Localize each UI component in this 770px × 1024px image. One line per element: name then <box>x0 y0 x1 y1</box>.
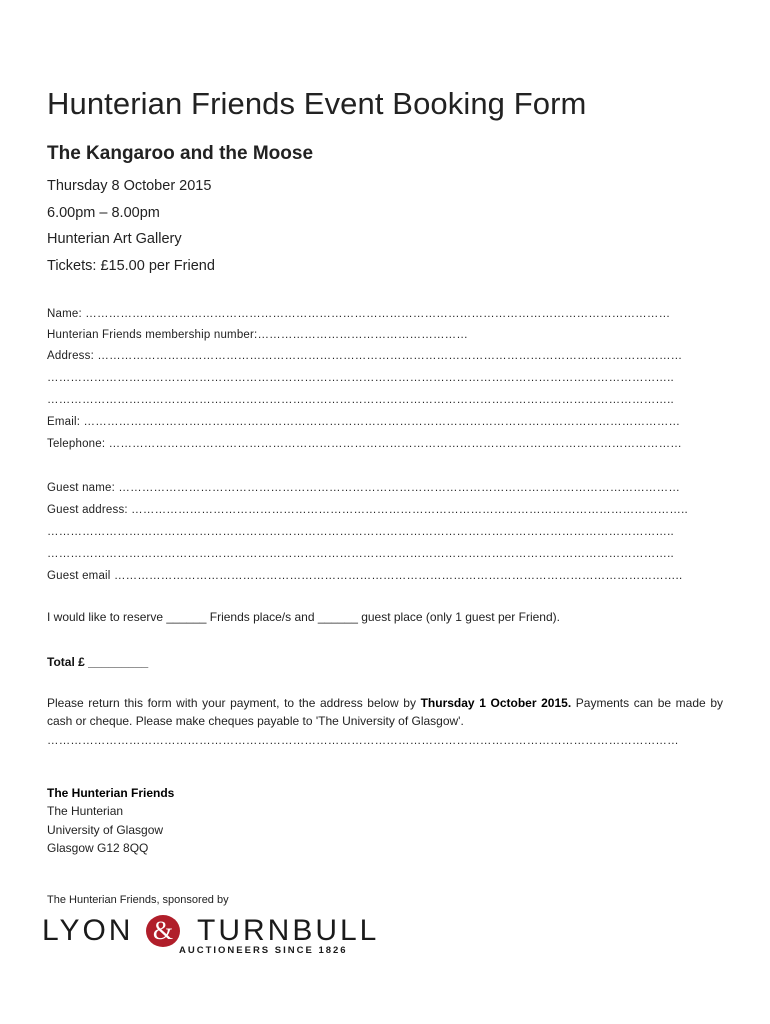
logo-ampersand: & <box>152 916 174 945</box>
sponsor-text: The Hunterian Friends, sponsored by <box>47 894 229 906</box>
reserve-places-line[interactable]: I would like to reserve ______ Friends place/s and ______ guest place (only 1 guest per Friend). <box>47 610 560 624</box>
return-dotted-line[interactable]: ……………………………………………………………………………………………………………………………………………… <box>47 735 679 747</box>
event-date: Thursday 8 October 2015 <box>47 178 212 194</box>
address-organisation: The Hunterian Friends <box>47 786 175 800</box>
event-name: The Kangaroo and the Moose <box>47 143 314 164</box>
guest-address-field[interactable]: Guest address: …………………………………………………………………………………………………………………………….. <box>47 504 688 516</box>
logo-tagline: AUCTIONEERS SINCE 1826 <box>179 945 348 956</box>
email-field[interactable]: Email: ……………………………………………………………………………………………………………………………………… <box>47 416 681 428</box>
address-field-line-2[interactable]: …………………………………………………………………………………………………………………………………………….. <box>47 372 674 384</box>
ampersand-icon <box>146 915 180 947</box>
total-amount-line[interactable]: Total £ _________ <box>47 655 149 669</box>
page-title: Hunterian Friends Event Booking Form <box>47 86 587 121</box>
guest-name-field[interactable]: Guest name: ……………………………………………………………………………………………………………………………… <box>47 482 681 494</box>
logo-lyon-text: LYON <box>42 914 134 947</box>
address-line-1: The Hunterian <box>47 804 124 818</box>
return-deadline: Thursday 1 October 2015. <box>420 696 572 710</box>
logo-turnbull-text: TURNBULL <box>197 914 380 947</box>
address-line-2: University of Glasgow <box>47 823 164 837</box>
guest-email-field[interactable]: Guest email ……………………………………………………………………………………………………………………………….. <box>47 570 683 582</box>
return-instructions <box>47 694 723 730</box>
lyon-turnbull-logo <box>42 914 380 960</box>
payment-instructions-text: Payments can be made by cash or cheque. Please make cheques payable to 'The University of Glasgow'. <box>47 696 723 728</box>
guest-address-field-line-3[interactable]: …………………………………………………………………………………………………………………………………………….. <box>47 548 674 560</box>
membership-number-field[interactable]: Hunterian Friends membership number:……………………………………………… <box>47 329 469 341</box>
guest-address-field-line-2[interactable]: …………………………………………………………………………………………………………………………………………….. <box>47 526 674 538</box>
telephone-field[interactable]: Telephone: ………………………………………………………………………………………………………………………………… <box>47 438 682 450</box>
event-tickets: Tickets: £15.00 per Friend <box>47 258 215 274</box>
address-field[interactable]: Address: …………………………………………………………………………………………………………………………………… <box>47 350 683 362</box>
address-field-line-3[interactable]: …………………………………………………………………………………………………………………………………………….. <box>47 394 674 406</box>
name-field[interactable]: Name: …………………………………………………………………………………………………………………………………… <box>47 308 671 320</box>
return-instructions-text: Please return this form with your payment, to the address below by <box>47 696 421 710</box>
address-line-3: Glasgow G12 8QQ <box>47 841 149 855</box>
event-time: 6.00pm – 8.00pm <box>47 205 160 221</box>
event-venue: Hunterian Art Gallery <box>47 231 182 247</box>
